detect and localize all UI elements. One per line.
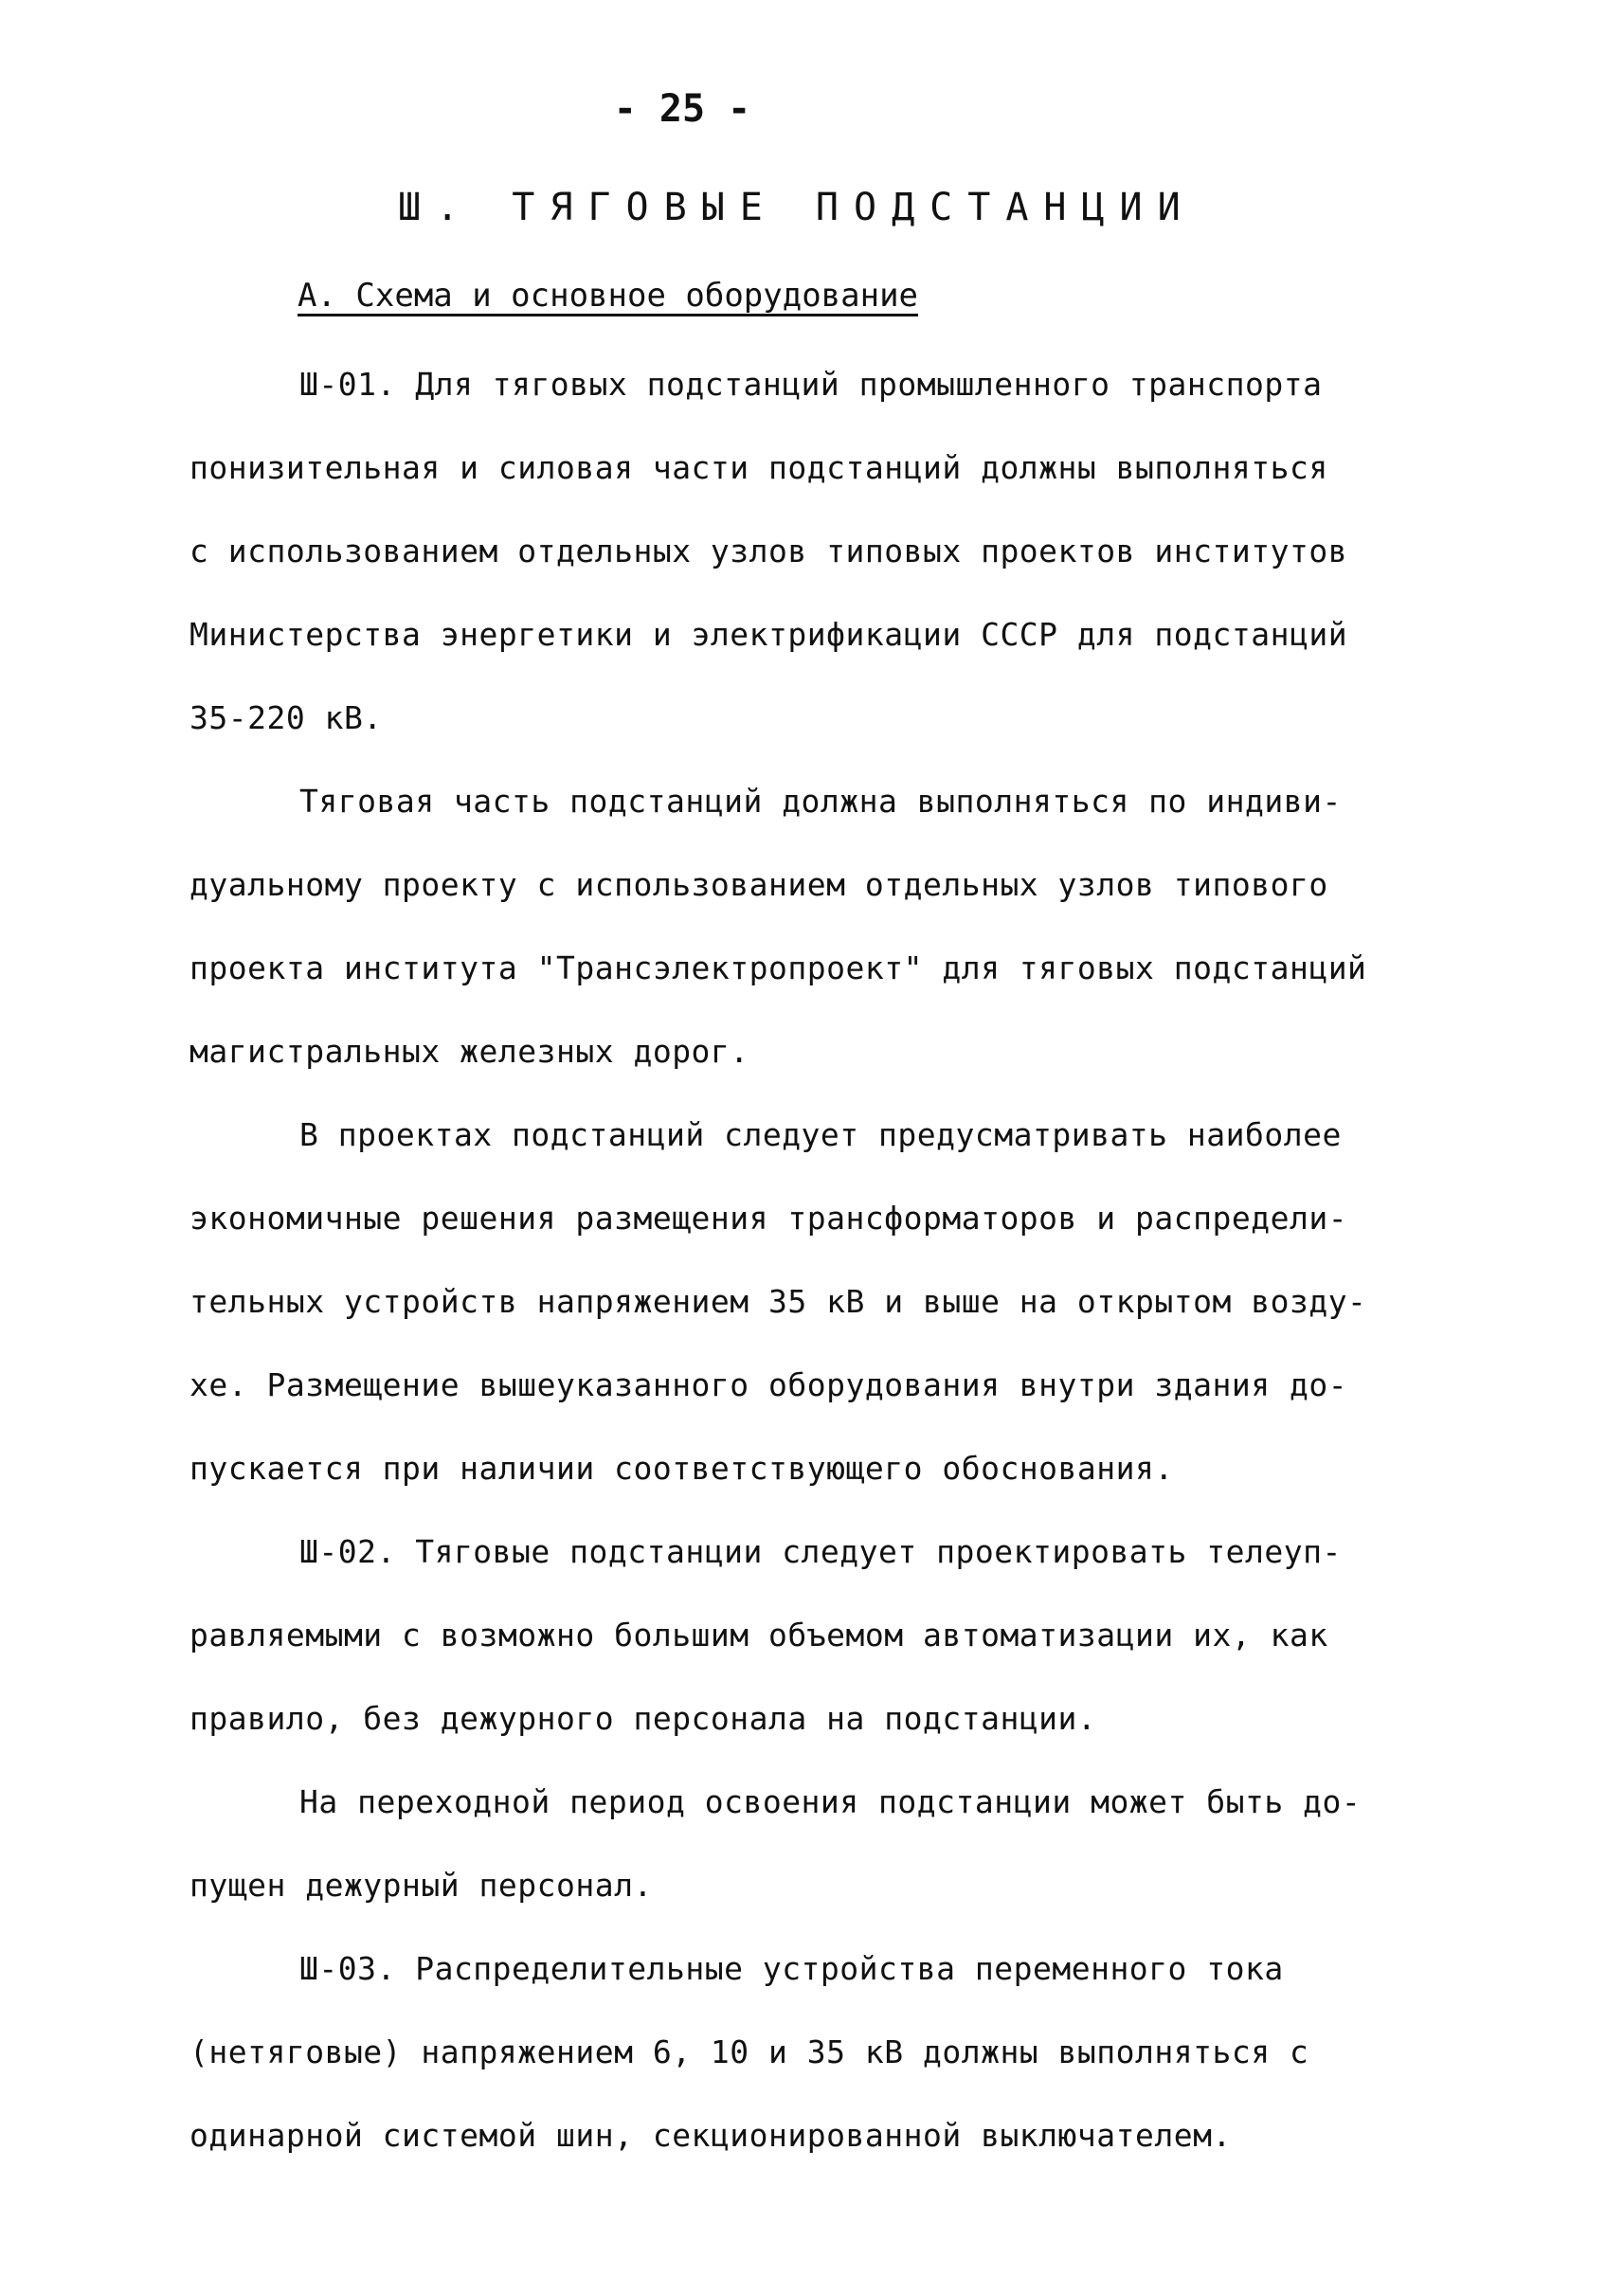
text-line: с использованием отдельных узлов типовых проектов институтов — [189, 533, 1348, 569]
text-line: проекта института "Трансэлектропроект" для тяговых подстанций — [189, 949, 1367, 986]
text-line: правило, без дежурного персонала на подстанции. — [189, 1700, 1097, 1737]
text-line: 35-220 кВ. — [189, 699, 383, 736]
text-line: дуальному проекту с использованием отдельных узлов типового — [189, 866, 1328, 903]
text-line: тельных устройств напряжением 35 кВ и выше на открытом возду- — [189, 1283, 1367, 1320]
text-line: Тяговая часть подстанций должна выполняться по индиви- — [299, 783, 1342, 820]
text-line: На переходной период освоения подстанции может быть до- — [299, 1783, 1362, 1820]
text-line: одинарной системой шин, секционированной выключателем. — [189, 2117, 1232, 2154]
page-number: - 25 - — [613, 87, 751, 131]
text-line: хе. Размещение вышеуказанного оборудования внутри здания до- — [189, 1366, 1348, 1403]
text-line: пускается при наличии соответствующего обоснования. — [189, 1450, 1174, 1487]
text-line: понизительная и силовая части подстанций должны выполняться — [189, 449, 1328, 486]
text-line: экономичные решения размещения трансформаторов и распредели- — [189, 1200, 1348, 1237]
text-line: В проектах подстанций следует предусматривать наиболее — [299, 1116, 1342, 1153]
chapter-title: Ш. ТЯГОВЫЕ ПОДСТАНЦИИ — [398, 186, 1196, 229]
text-line: магистральных железных дорог. — [189, 1033, 749, 1070]
text-line: пущен дежурный персонал. — [189, 1867, 653, 1904]
text-line: (нетяговые) напряжением 6, 10 и 35 кВ должны выполняться с — [189, 2033, 1309, 2070]
text-line: Ш-03. Распределительные устройства переменного тока — [299, 1950, 1284, 1987]
section-title: А. Схема и основное оборудование — [298, 277, 919, 315]
text-line: равляемыми с возможно большим объемом автоматизации их, как — [189, 1617, 1328, 1653]
text-line: Ш-01. Для тяговых подстанций промышленного транспорта — [299, 366, 1323, 403]
text-line: Министерства энергетики и электрификации СССР для подстанций — [189, 616, 1348, 653]
text-line: Ш-02. Тяговые подстанции следует проектировать телеуп- — [299, 1533, 1342, 1570]
